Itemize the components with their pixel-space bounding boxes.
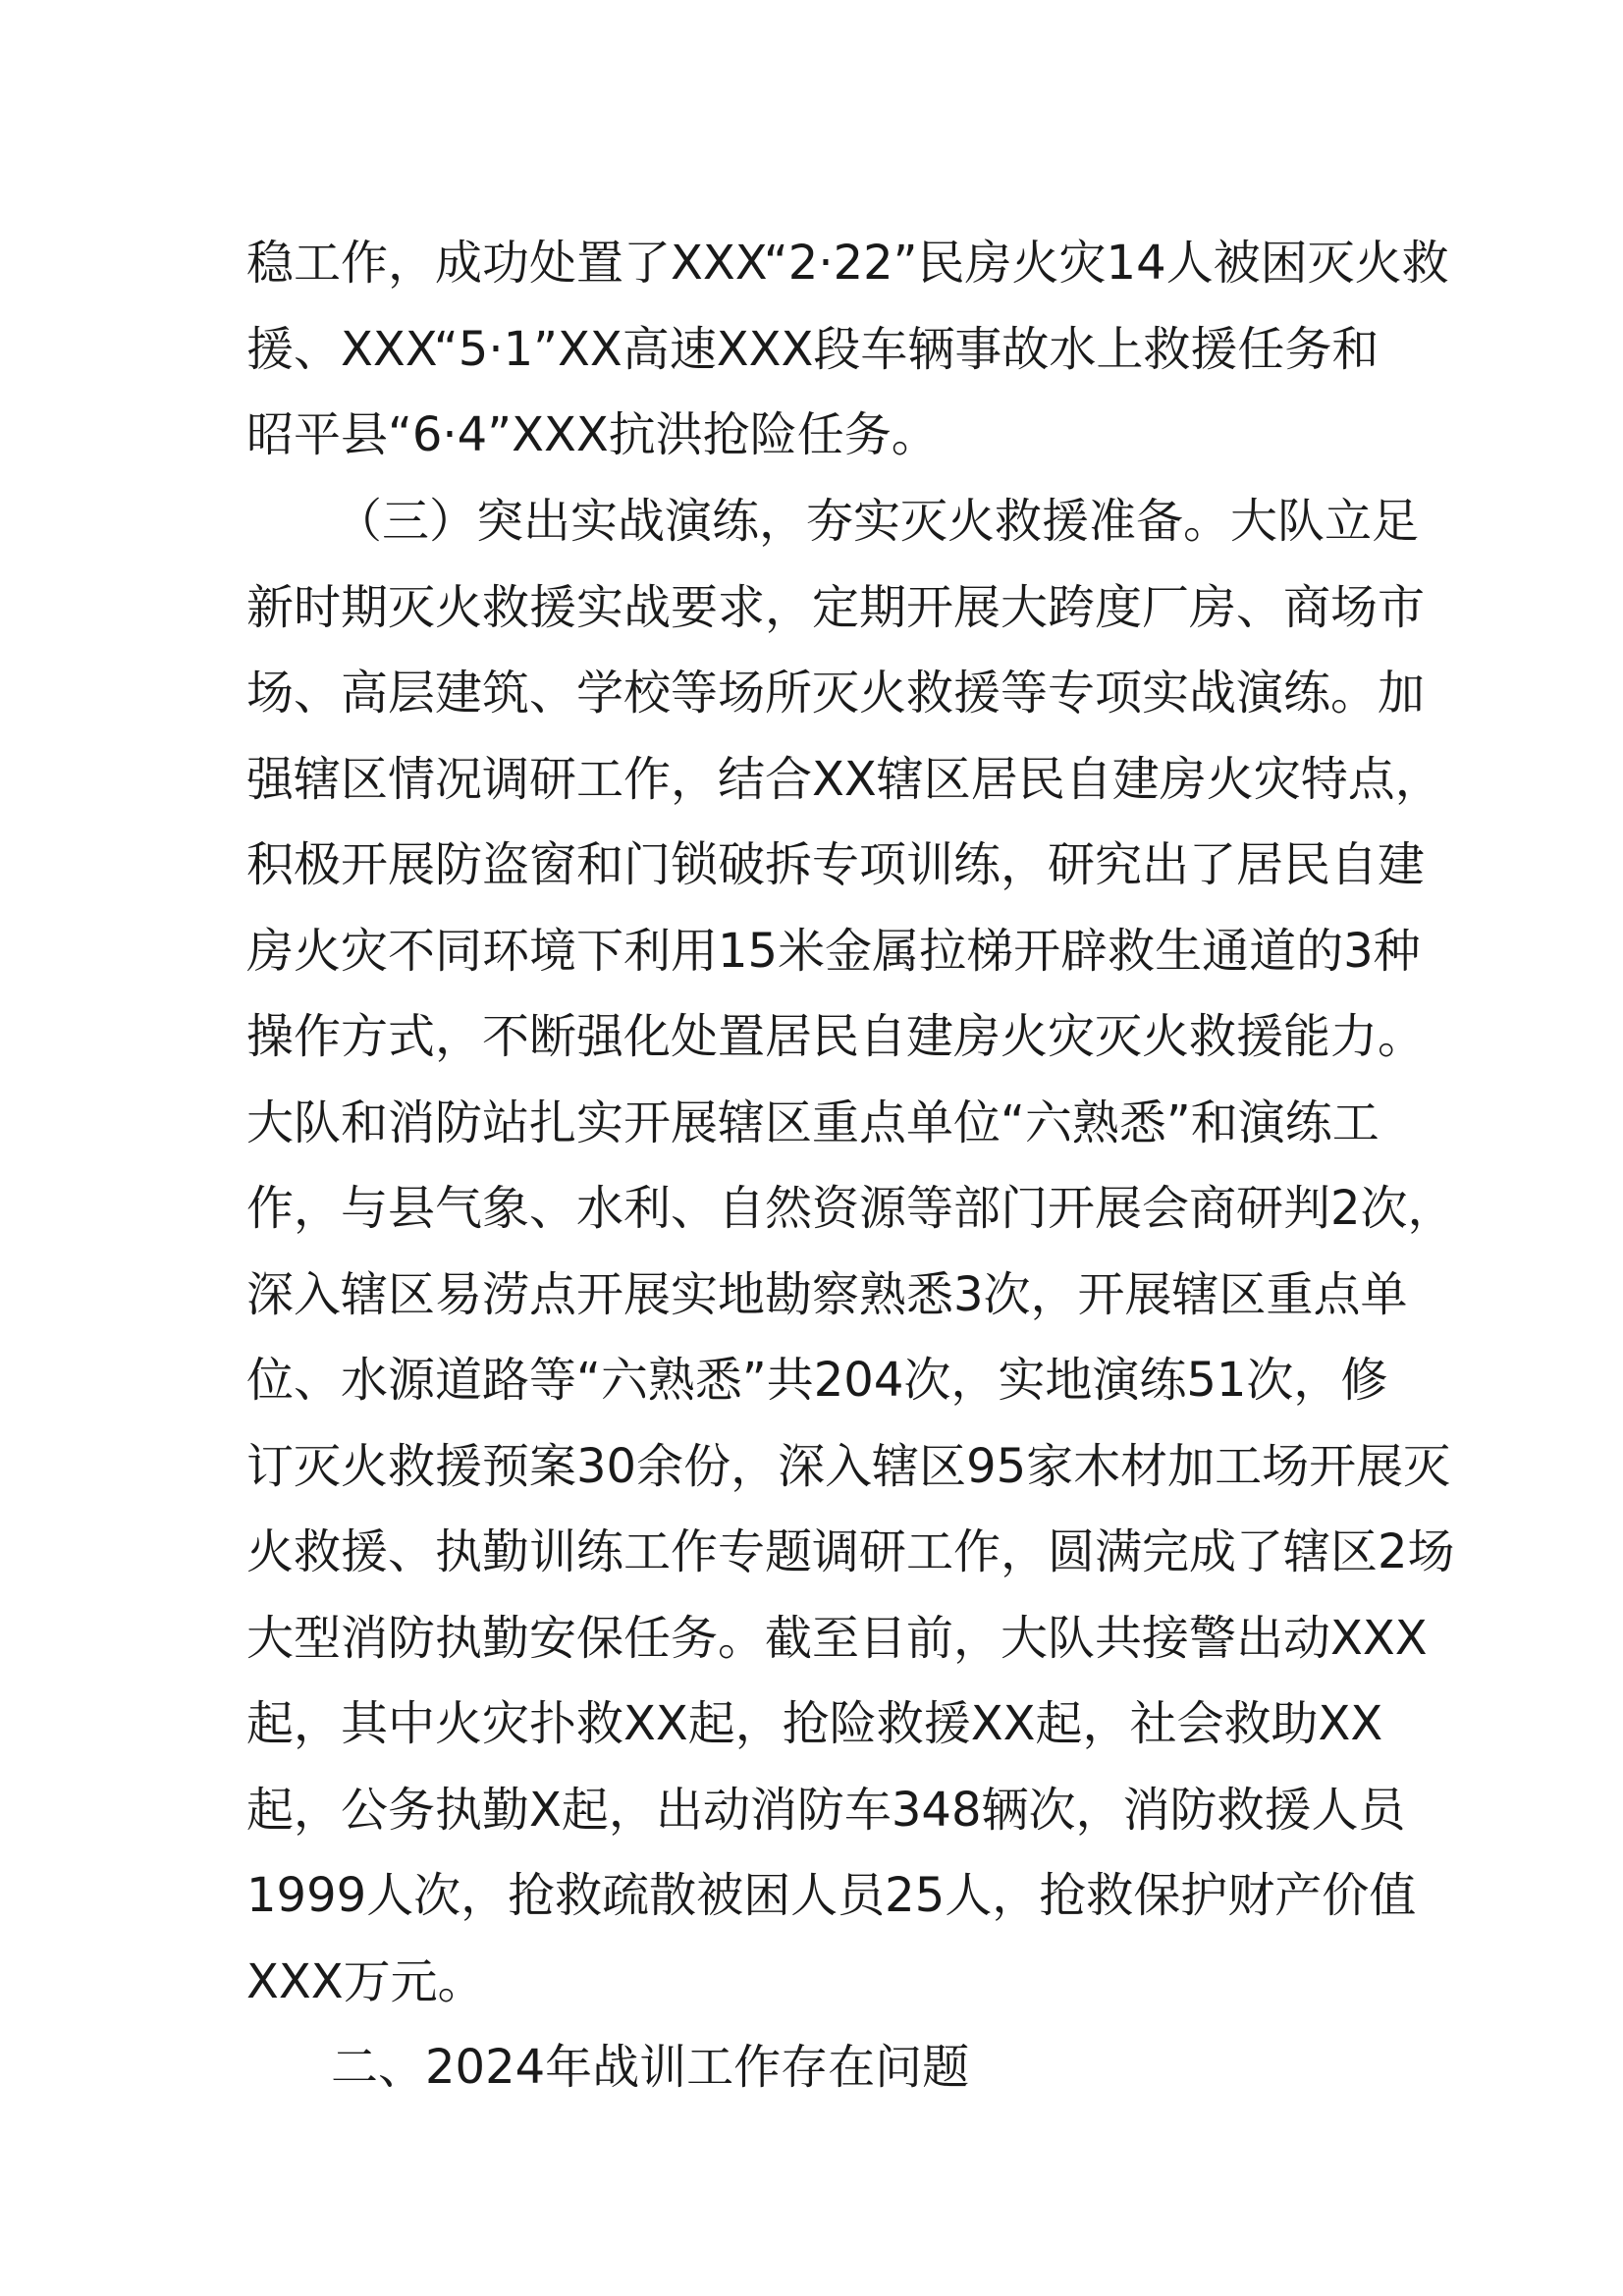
text-line: 深入辖区易涝点开展实地勘察熟悉3次，开展辖区重点单 [246,1267,1408,1322]
section-heading: 二、2024年战训工作存在问题 [331,2040,970,2095]
text-line: 援、XXX“5·1”XX高速XXX段车辆事故水上救援任务和 [246,322,1380,377]
text-line: XXX万元。 [246,1954,485,2009]
text-line: 操作方式，不断强化处置居民自建房火灾灭火救援能力。 [246,1009,1426,1064]
text-line: 位、水源道路等“六熟悉”共204次，实地演练51次，修 [246,1353,1388,1408]
text-line: 强辖区情况调研工作，结合XX辖区居民自建房火灾特点， [246,752,1442,807]
text-line: 昭平县“6·4”XXX抗洪抢险任务。 [246,407,939,462]
text-line: 新时期灭火救援实战要求，定期开展大跨度厂房、商场市 [246,580,1426,635]
text-line: 稳工作，成功处置了XXX“2·22”民房火灾14人被困灭火救 [246,236,1449,291]
text-line: 火救援、执勤训练工作专题调研工作，圆满完成了辖区2场 [246,1524,1455,1579]
text-line: 积极开展防盗窗和门锁破拆专项训练，研究出了居民自建 [246,837,1426,892]
text-line: 1999人次，抢救疏散被困人员25人，抢救保护财产价值 [246,1868,1417,1923]
text-line: 起，其中火灾扑救XX起，抢险救援XX起，社会救助XX [246,1696,1383,1751]
text-line: 起，公务执勤X起，出动消防车348辆次，消防救援人员 [246,1783,1406,1838]
text-line: 房火灾不同环境下利用15米金属拉梯开辟救生通道的3种 [246,924,1421,979]
text-line: 场、高层建筑、学校等场所灭火救援等专项实战演练。加 [246,666,1426,721]
text-line: 订灭火救援预案30余份，深入辖区95家木材加工场开展灭 [246,1439,1451,1494]
text-line: 大队和消防站扎实开展辖区重点单位“六熟悉”和演练工 [246,1095,1380,1150]
section-heading-three: （三）突出实战演练，夯实灭火救援准备。大队立足 [335,494,1420,549]
text-line: 作，与县气象、水利、自然资源等部门开展会商研判2次， [246,1181,1455,1236]
text-line: 大型消防执勤安保任务。截至目前，大队共接警出动XXX [246,1611,1428,1666]
